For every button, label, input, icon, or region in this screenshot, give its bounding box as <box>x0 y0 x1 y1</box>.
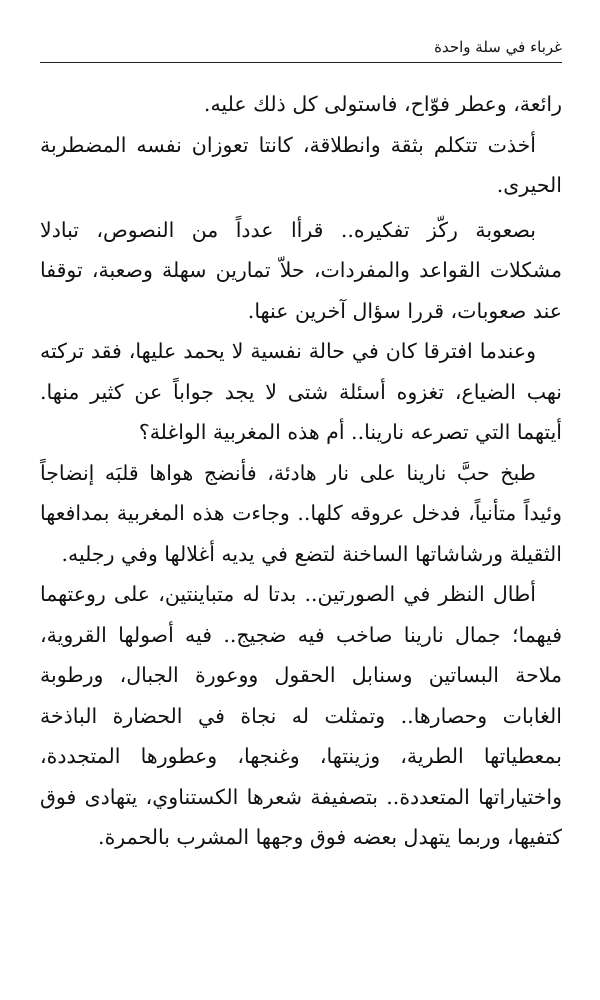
running-header <box>40 34 562 63</box>
paragraph-2: أخذت تتكلم بثقة وانطلاقة، كانتا تعوزان نفسه المضطربة الحيرى. <box>40 132 562 197</box>
running-title: غرباء في سلة واحدة <box>434 38 562 56</box>
page-body <box>40 84 562 858</box>
paragraph-3: بصعوبة ركّز تفكيره.. قرأا عدداً من النصوص، تبادلا مشكلات القواعد والمفردات، حلاّ تمارين سهلة وصعبة، توقفا عند صعوبات، قررا سؤال آخرين عنها. <box>40 217 562 323</box>
paragraph-6: أطال النظر في الصورتين.. بدتا له متباينتين، على روعتهما فيهما؛ جمال نارينا صاخب فيه ضجيج.. فيه أصولها القروية، ملاحة البساتين وسنابل الحقول ووعورة الجبال، ورطوبة الغابات وحصارها.. وتمثلت له نجاة في الحضارة الباذخة بمعطياتها الطرية، وزينتها، وغنجها، وعطورها المتجددة، واختياراتها المتعددة.. بتصفيفة شعرها الكستناوي، يتهادى فوق كتفيها، وربما يتهدل بعضه فوق وجهها المشرب بالحمرة. <box>40 582 562 849</box>
paragraph-1: رائعة، وعطر فوّاح، فاستولى كل ذلك عليه. <box>203 92 562 116</box>
paragraph-4: وعندما افترقا كان في حالة نفسية لا يحمد عليها، فقد تركته نهب الضياع، تغزوه أسئلة شتى لا يجد جواباً عن كثير منها. أيتهما التي تصرعه نارينا.. أم هذه المغربية الواغلة؟ <box>40 339 562 444</box>
paragraph-5: طبخ حبَّ نارينا على نار هادئة، فأنضج هواها قلبَه إنضاجاً وئيداً متأنياً، فدخل عروقه كلها.. وجاءت هذه المغربية بمدافعها الثقيلة ورشاشاتها الساخنة لتضع في يديه أغلالها وفي رجليه. <box>40 460 562 566</box>
